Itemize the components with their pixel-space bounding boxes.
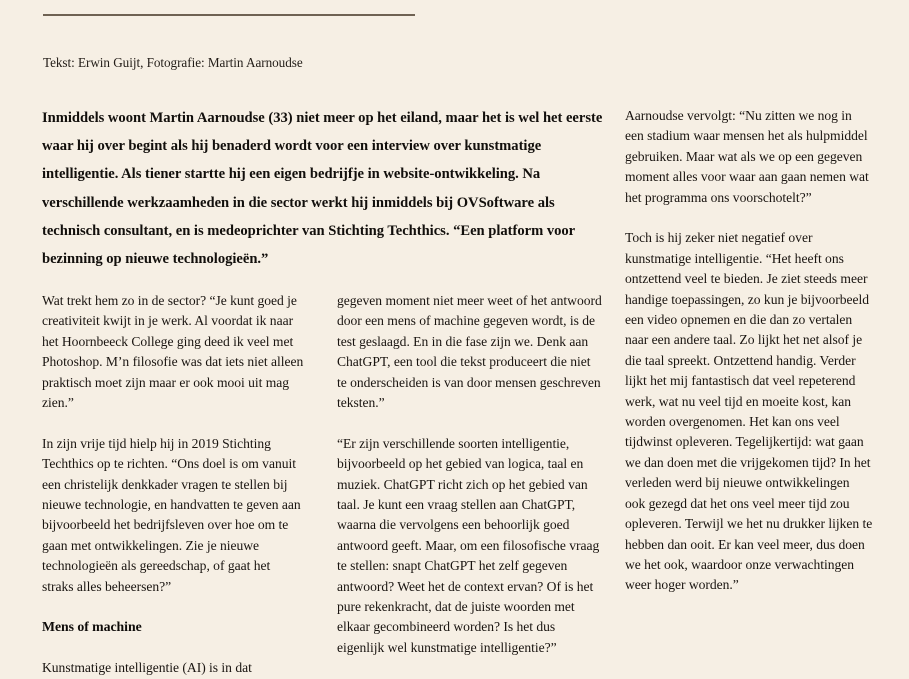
byline: Tekst: Erwin Guijt, Fotografie: Martin Aarnoudse <box>43 55 303 70</box>
paragraph: Toch is hij zeker niet negatief over kunstmatige intelligentie. “Het heeft ons ontzettend veel te bieden. Je ziet steeds meer handige toepassingen, zo kun je bijvoorbeeld een video opnemen en die dan zo vertalen naar een andere taal. Zo lijkt het net alsof je die taal spreekt. Ontzettend handig. Verder lijkt het mij fantastisch dat veel repeterend werk, wat nu veel tijd en moeite kost, kan worden overgenomen. Het kan ons veel tijdwinst opleveren. Tegelijkertijd: wat gaan we dan doen met die vrijgekomen tijd? In het verleden werd bij nieuwe ontwikkelingen ook gezegd dat het ons veel meer tijd zou opleveren. Terwijl we het nu drukker lijken te hebben dan ooit. Er kan veel meer, dus doen we het ook, waardoor onze verwachtingen weer hoger worden.” <box>625 230 873 593</box>
paragraph: Aarnoudse vervolgt: “Nu zitten we nog in een stadium waar mensen het als hulpmiddel gebruiken. Maar wat als we op een gegeven moment alles voor waar aan gaan nemen wat het programma ons voorschotelt?” <box>625 108 869 205</box>
paragraph: Wat trekt hem zo in de sector? “Je kunt goed je creativiteit kwijt in je werk. Al voordat ik naar het Hoornbeeck College ging deed ik veel met Photoshop. M’n filosofie was dat iets niet alleen praktisch moet zijn maar er ook mooi uit mag zien.” <box>42 293 304 411</box>
body-column-two <box>337 291 602 658</box>
header-divider <box>43 14 415 16</box>
paragraph: gegeven moment niet meer weet of het antwoord door een mens of machine gegeven wordt, is de test geslaagd. En in die fase zijn we. Denk aan ChatGPT, een tool die tekst produceert die niet te onderscheiden is van door mensen geschreven teksten.” <box>337 293 602 411</box>
section-subheading: Mens of machine <box>42 619 142 635</box>
paragraph-clipped: Kunstmatige intelligentie (AI) is in dat <box>42 660 252 676</box>
body-column-one <box>42 291 304 679</box>
paragraph: “Er zijn verschillende soorten intelligentie, bijvoorbeeld op het gebied van logica, taal en muziek. ChatGPT richt zich op het gebied van taal. Je kunt een vraag stellen aan ChatGPT, waarna die vervolgens een behoorlijk goed antwoord geeft. Maar, om een filosofische vraag te stellen: snapt ChatGPT het zelf gegeven antwoord? Weet het de context ervan? Of is het pure rekenkracht, dat de juiste woorden met elkaar gecombineerd worden? Is het dus eigenlijk wel kunstmatige intelligentie?” <box>337 435 600 655</box>
body-column-three <box>625 106 873 596</box>
lead-paragraph: Inmiddels woont Martin Aarnoudse (33) niet meer op het eiland, maar het is wel het eerste waar hij over begint als hij benaderd wordt voor een interview over kunstmatige intelligentie. Als tiener startte hij een eigen bedrijfje in website-ontwikkeling. Na verschillende werkzaamheden in die sector werkt hij inmiddels bij OVSoftware als technisch consultant, en is medeoprichter van Stichting Techthics. “Een platform voor bezinning op nieuwe technologieën.” <box>42 110 603 268</box>
paragraph: In zijn vrije tijd hielp hij in 2019 Stichting Techthics op te richten. “Ons doel is om vanuit een christelijk denkkader vragen te stellen bij nieuwe technologie, en handvatten te geven aan bijvoorbeeld het bedrijfsleven over hoe om te gaan met ontwikkelingen. Zie je nieuwe technologieën als gereedschap, of gaat het straks alles beheersen?” <box>42 435 301 594</box>
